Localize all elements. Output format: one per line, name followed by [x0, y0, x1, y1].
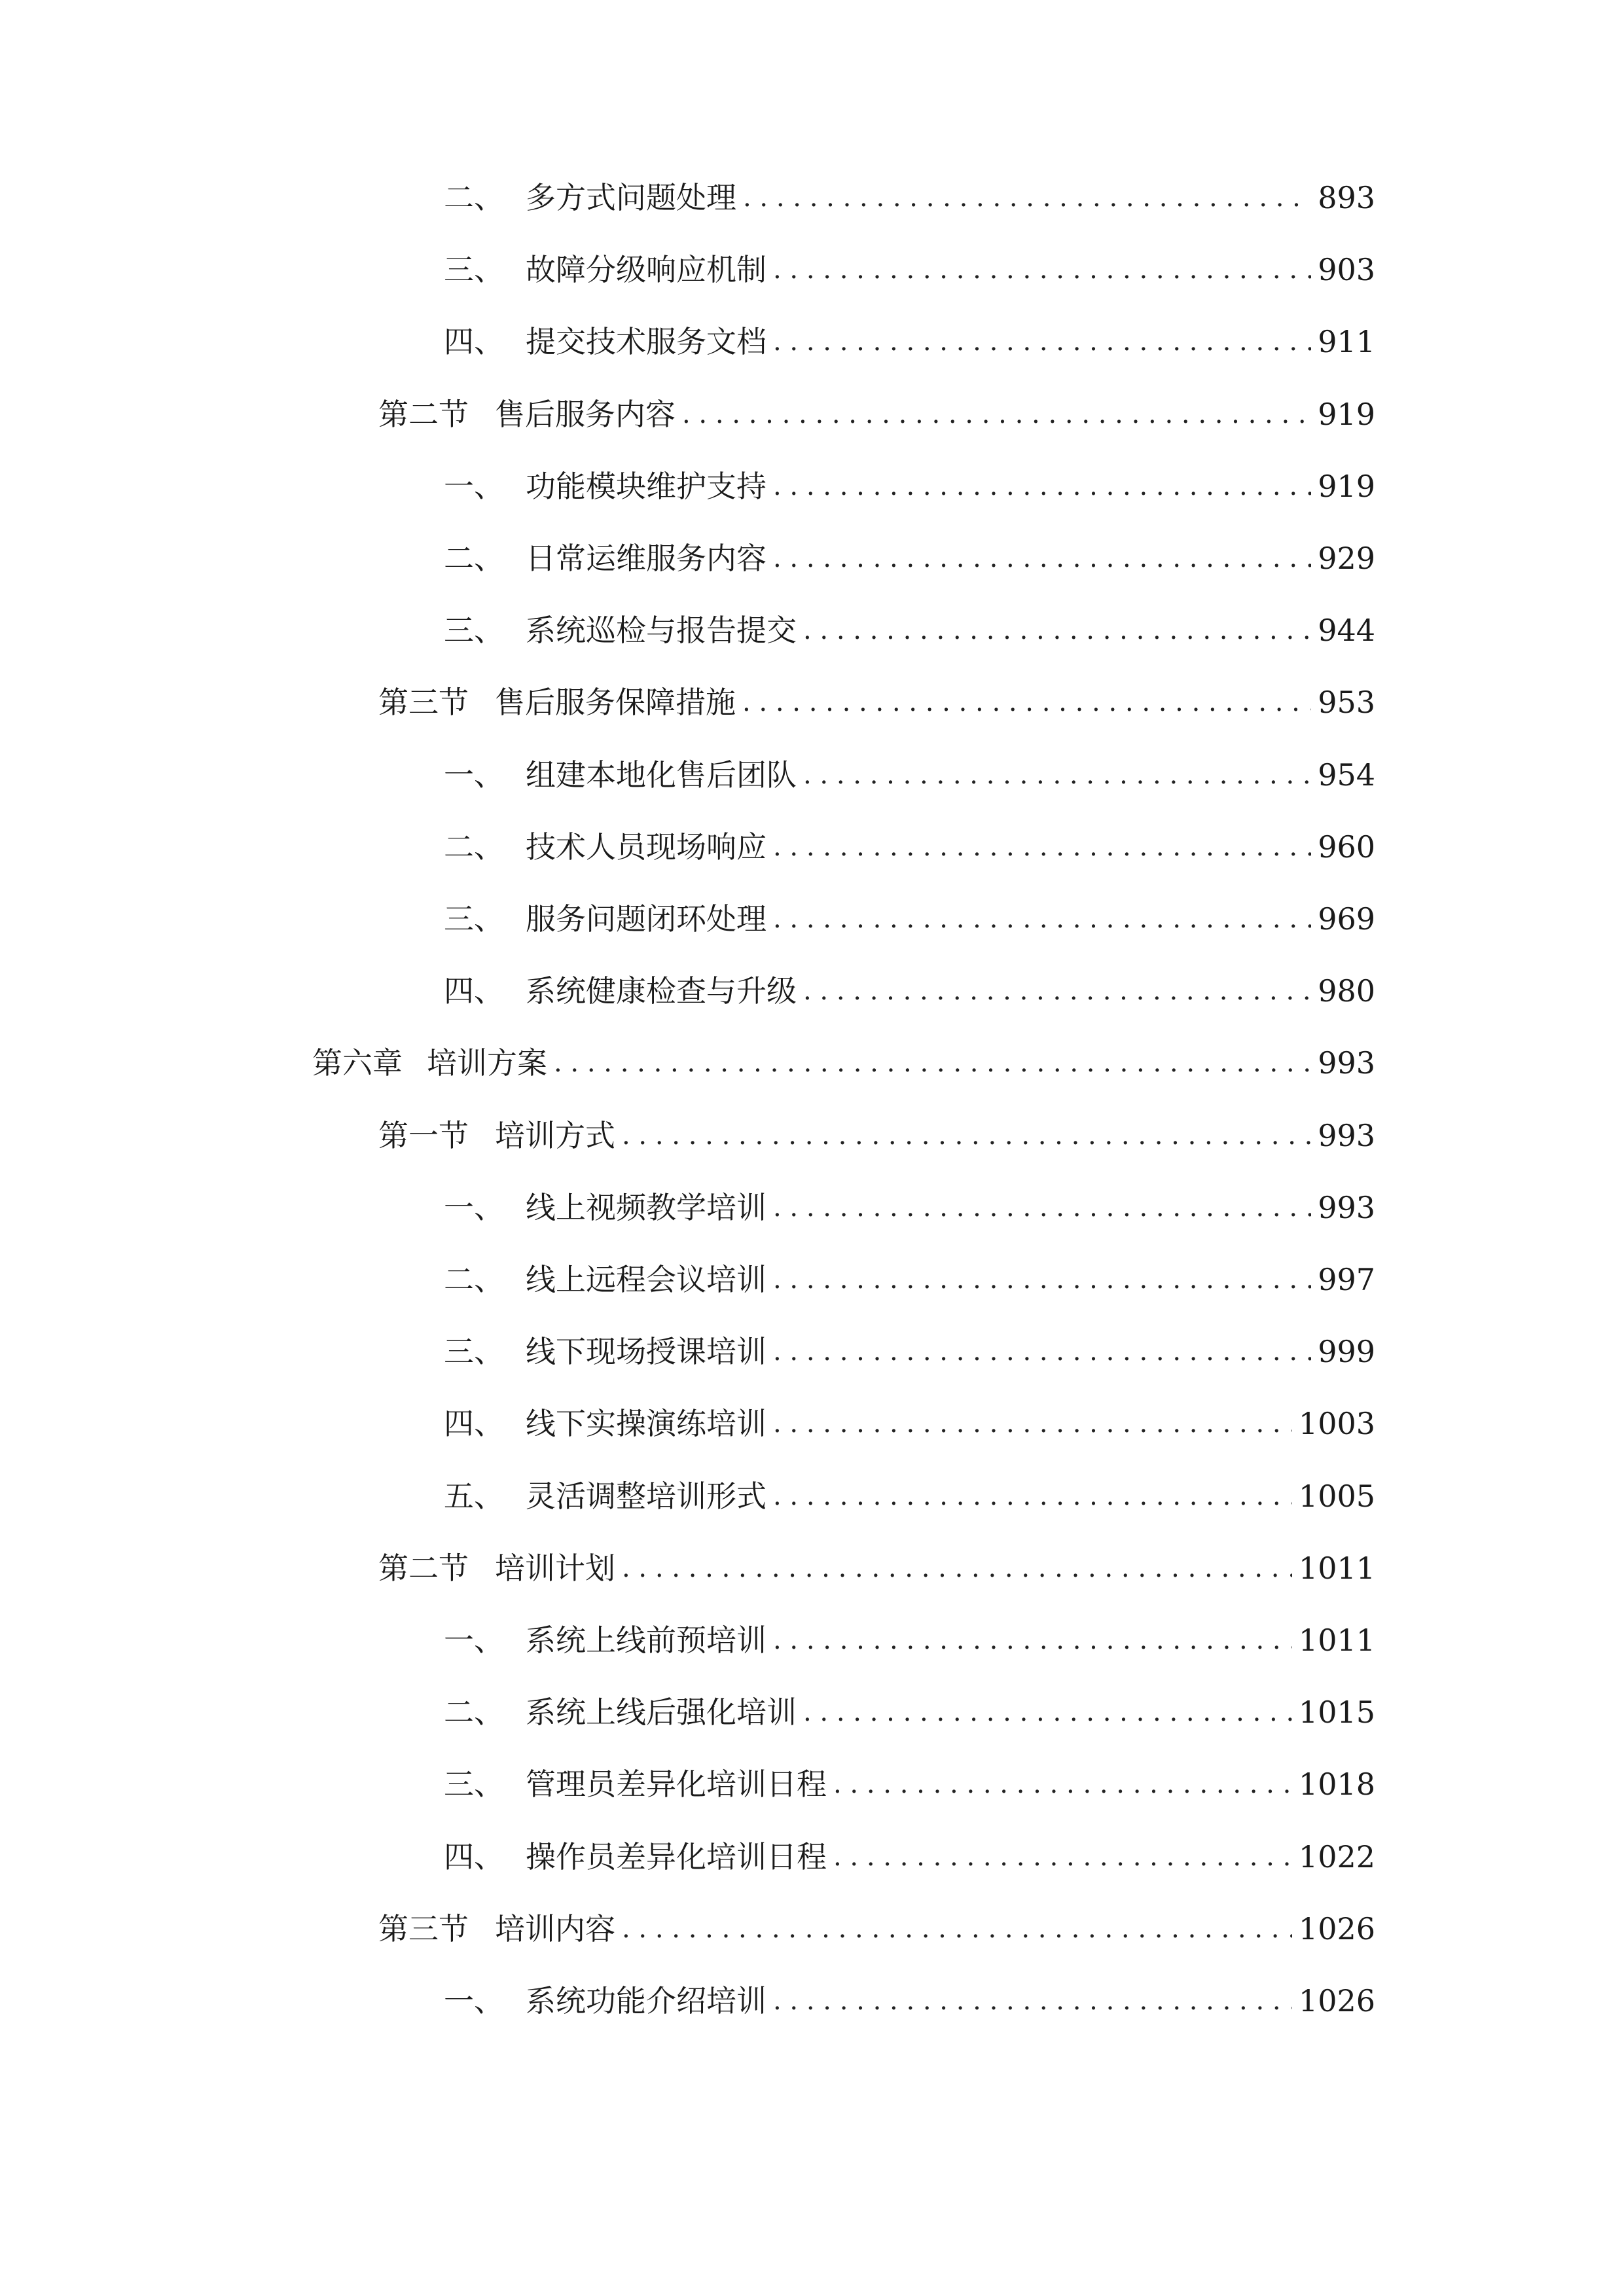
toc-entry-marker: 第一节	[378, 1118, 469, 1153]
toc-entry-title: 灵活调整培训形式	[526, 1479, 767, 1514]
toc-entry-marker: 一、	[444, 469, 504, 504]
toc-dot-leader	[773, 817, 1311, 876]
toc-entry-title: 系统功能介绍培训	[526, 1983, 767, 2018]
toc-entry-title: 售后服务保障措施	[495, 685, 736, 720]
toc-dot-leader	[773, 1611, 1292, 1670]
toc-dot-leader	[554, 1033, 1311, 1092]
toc-entry-page-number: 919	[1318, 469, 1375, 504]
toc-entry-marker: 第二节	[378, 397, 469, 432]
toc-entry[interactable]	[444, 1250, 1375, 1309]
toc-entry-marker: 三、	[444, 1767, 504, 1802]
toc-dot-leader	[803, 961, 1311, 1020]
toc-entry-page-number: 969	[1318, 901, 1375, 937]
toc-entry[interactable]	[378, 1106, 1375, 1165]
toc-entry-marker: 四、	[444, 1406, 504, 1441]
toc-entry-page-number: 993	[1318, 1190, 1375, 1225]
toc-entry[interactable]	[378, 385, 1375, 444]
toc-entry-marker: 二、	[444, 1695, 504, 1730]
toc-dot-leader	[622, 1899, 1292, 1958]
toc-entry-page-number: 911	[1318, 324, 1375, 359]
toc-dot-leader	[773, 1394, 1292, 1453]
toc-entry-marker: 三、	[444, 252, 504, 287]
toc-entry-title: 故障分级响应机制	[526, 252, 767, 287]
toc-entry-marker: 二、	[444, 1262, 504, 1297]
toc-dot-leader	[622, 1106, 1311, 1165]
toc-entry-page-number: 960	[1318, 829, 1375, 865]
toc-entry-title: 组建本地化售后团队	[526, 757, 797, 793]
toc-entry-title: 培训内容	[495, 1911, 615, 1946]
toc-entry-title: 日常运维服务内容	[526, 541, 767, 576]
toc-entry-page-number: 903	[1318, 252, 1375, 287]
toc-entry[interactable]	[444, 1683, 1375, 1742]
toc-entry-title: 服务问题闭环处理	[526, 901, 767, 937]
toc-entry-page-number: 1011	[1298, 1623, 1375, 1658]
toc-entry[interactable]	[444, 1467, 1375, 1526]
toc-entry-title: 线上视频教学培训	[526, 1190, 767, 1225]
toc-entry-marker: 五、	[444, 1479, 504, 1514]
toc-entry[interactable]	[444, 1827, 1375, 1886]
toc-entry-page-number: 1022	[1298, 1839, 1375, 1874]
toc-entry-page-number: 1011	[1298, 1551, 1375, 1586]
toc-entry-page-number: 954	[1318, 757, 1375, 793]
toc-entry[interactable]	[444, 817, 1375, 876]
toc-dot-leader	[742, 673, 1311, 732]
toc-entry-marker: 一、	[444, 757, 504, 793]
toc-dot-leader	[773, 529, 1311, 588]
toc-entry-title: 提交技术服务文档	[526, 324, 767, 359]
toc-entry-page-number: 919	[1318, 397, 1375, 432]
toc-dot-leader	[773, 457, 1311, 516]
toc-entry-title: 线上远程会议培训	[526, 1262, 767, 1297]
toc-dot-leader	[773, 1467, 1292, 1526]
toc-dot-leader	[773, 889, 1311, 948]
toc-entry-title: 培训计划	[495, 1551, 615, 1586]
toc-dot-leader	[773, 1971, 1292, 2030]
toc-entry-title: 操作员差异化培训日程	[526, 1839, 827, 1874]
toc-entry[interactable]	[444, 529, 1375, 588]
toc-entry-page-number: 1015	[1298, 1695, 1375, 1730]
toc-entry-page-number: 1026	[1298, 1983, 1375, 2018]
toc-dot-leader	[743, 168, 1311, 227]
toc-entry-title: 功能模块维护支持	[526, 469, 767, 504]
toc-entry-marker: 第三节	[378, 1911, 469, 1946]
toc-entry-title: 管理员差异化培训日程	[526, 1767, 827, 1802]
toc-entry-marker: 三、	[444, 613, 504, 648]
toc-entry-page-number: 993	[1318, 1118, 1375, 1153]
toc-entry[interactable]	[444, 1755, 1375, 1814]
toc-dot-leader	[773, 240, 1311, 299]
toc-entry-page-number: 1005	[1298, 1479, 1375, 1514]
toc-entry-marker: 三、	[444, 901, 504, 937]
toc-entry[interactable]	[444, 745, 1375, 804]
toc-dot-leader	[773, 1322, 1311, 1381]
toc-entry-marker: 三、	[444, 1334, 504, 1369]
toc-entry-page-number: 953	[1318, 685, 1375, 720]
toc-entry-marker: 四、	[444, 973, 504, 1009]
toc-entry-page-number: 980	[1318, 973, 1375, 1009]
toc-entry-title: 培训方式	[495, 1118, 615, 1153]
toc-entry-title: 系统健康检查与升级	[526, 973, 797, 1009]
toc-entry[interactable]	[444, 168, 1375, 227]
toc-dot-leader	[803, 601, 1311, 660]
toc-entry-marker: 一、	[444, 1983, 504, 2018]
toc-entry-page-number: 1003	[1298, 1406, 1375, 1441]
toc-dot-leader	[773, 1250, 1311, 1309]
toc-entry[interactable]	[444, 961, 1375, 1020]
toc-entry-title: 多方式问题处理	[526, 180, 736, 215]
toc-dot-leader	[803, 745, 1311, 804]
toc-entry-marker: 二、	[444, 180, 504, 215]
toc-entry-page-number: 893	[1318, 180, 1375, 215]
toc-entry[interactable]	[444, 457, 1375, 516]
toc-entry[interactable]	[378, 673, 1375, 732]
toc-entry-page-number: 944	[1318, 613, 1375, 648]
toc-entry-title: 技术人员现场响应	[526, 829, 767, 865]
toc-entry-page-number: 999	[1318, 1334, 1375, 1369]
toc-entry-marker: 第二节	[378, 1551, 469, 1586]
toc-entry[interactable]	[378, 1899, 1375, 1958]
toc-entry-title: 系统上线后强化培训	[526, 1695, 797, 1730]
toc-entry-title: 线下现场授课培训	[526, 1334, 767, 1369]
toc-dot-leader	[803, 1683, 1292, 1742]
toc-entry-title: 线下实操演练培训	[526, 1406, 767, 1441]
toc-entry[interactable]	[444, 1394, 1375, 1453]
toc-entry-marker: 四、	[444, 324, 504, 359]
toc-entry[interactable]	[444, 601, 1375, 660]
toc-entry-marker: 二、	[444, 829, 504, 865]
toc-entry-title: 系统上线前预培训	[526, 1623, 767, 1658]
toc-entry-marker: 四、	[444, 1839, 504, 1874]
toc-entry-marker: 一、	[444, 1190, 504, 1225]
toc-dot-leader	[622, 1539, 1292, 1598]
toc-entry[interactable]	[378, 1539, 1375, 1598]
toc-entry[interactable]	[444, 1971, 1375, 2030]
toc-entry-page-number: 1018	[1298, 1767, 1375, 1802]
toc-dot-leader	[773, 312, 1311, 371]
toc-entry[interactable]	[444, 889, 1375, 948]
toc-entry-title: 系统巡检与报告提交	[526, 613, 797, 648]
toc-entry-marker: 一、	[444, 1623, 504, 1658]
toc-entry-title: 售后服务内容	[495, 397, 676, 432]
toc-dot-leader	[833, 1755, 1292, 1814]
toc-entry[interactable]	[444, 1611, 1375, 1670]
toc-entry-title: 培训方案	[427, 1045, 547, 1081]
toc-entry-page-number: 1026	[1298, 1911, 1375, 1946]
toc-entry-page-number: 929	[1318, 541, 1375, 576]
toc-entry-marker: 第三节	[378, 685, 469, 720]
toc-dot-leader	[773, 1178, 1311, 1237]
toc-dot-leader	[682, 385, 1311, 444]
toc-entry-page-number: 997	[1318, 1262, 1375, 1297]
toc-entry[interactable]	[444, 312, 1375, 371]
toc-dot-leader	[833, 1827, 1292, 1886]
toc-entry-marker: 第六章	[312, 1045, 403, 1081]
toc-entry[interactable]	[444, 240, 1375, 299]
toc-entry[interactable]	[444, 1178, 1375, 1237]
toc-entry-page-number: 993	[1318, 1045, 1375, 1081]
toc-entry-marker: 二、	[444, 541, 504, 576]
toc-entry[interactable]	[312, 1033, 1375, 1092]
toc-entry[interactable]	[444, 1322, 1375, 1381]
